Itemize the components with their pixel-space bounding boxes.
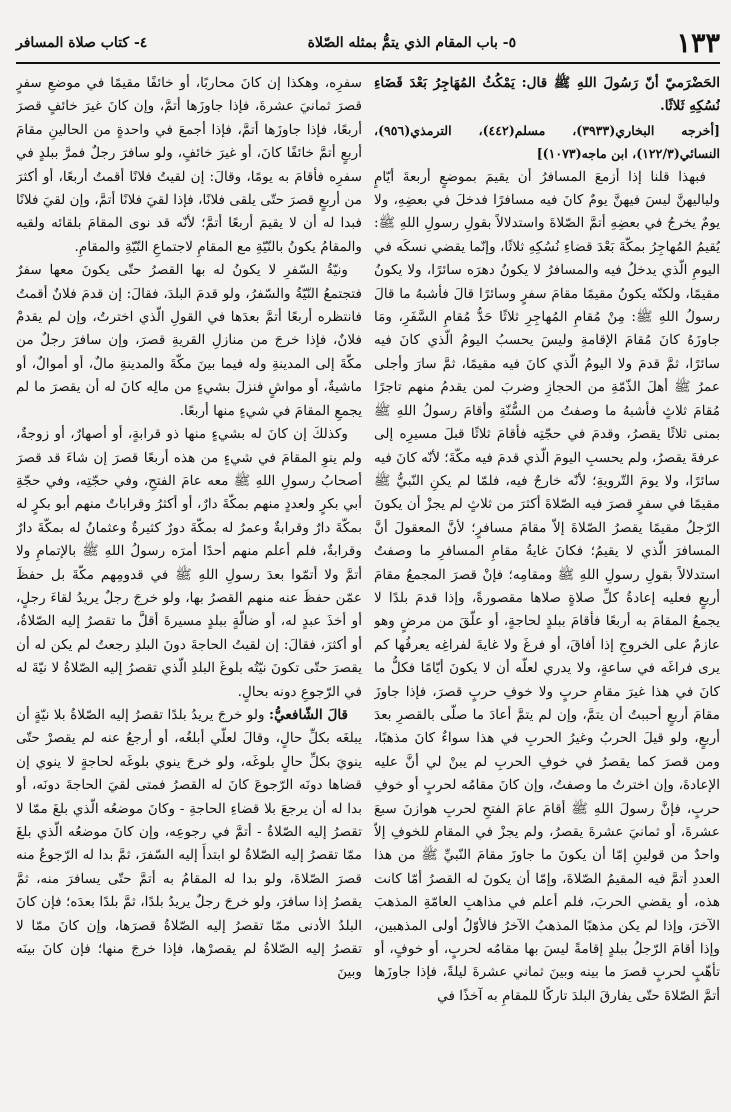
- right-column: [374, 72, 720, 1106]
- header-divider: [16, 62, 720, 64]
- column-gutter: [362, 72, 374, 1106]
- subsection-paragraph: [16, 704, 362, 985]
- left-column-paragraph: سفرِه، وهكذا إن كانَ محاربًا، أو خائفًا مقيمًا في موضعِ سفرٍ قصرَ ثمانيَ عشرةَ، فإذا جاوزَها أتمَّ، وإن كانَ غيرَ خائفٍ قصرَ أربعًا، فإذا جاوزَها أتمَّ، فإذا أجمعَ في واحدةٍ من الحالينِ مقامَ أربعٍ أتمَّ خائفًا كانَ، أو غيرَ خائفٍ، ولو سافرَ رجلٌ فمرَّ ببلدٍ في سفرِه فأقامَ به يومًا، وقالَ: إن لقيتُ فلانًا أقمتُ أربعًا، أو أكثرَ من أربعٍ قصرَ حتّى يلقى فلانًا، فإذا لقيَ فلانًا أتمَّ، وإن لقيَ فلانًا فبدا له أن لا يقيمَ أربعًا أتمَّ؛ لأنّه قد نوى المقامَ بلقائه ولقيه والمقامُ يكونُ بالنّيّةِ مع المقامِ لاجتماعِ النّيّةِ والمقامِ.: [16, 75, 362, 255]
- book-title: ٤- كتاب صلاة المسافر: [16, 35, 148, 51]
- subsection-label: قالَ الشّافعيُّ:: [269, 706, 348, 723]
- page-number: ١٣٣: [676, 27, 720, 59]
- left-column-paragraph: وكذلكَ إن كانَ له بشيءٍ منها ذو قرابةٍ، أو أصهارٌ، أو زوجةٌ، ولم ينوِ المقامَ في شيءٍ من هذه أربعًا قصرَ إن شاءَ قد قصرَ أصحابُ رسولِ اللهِ ﷺ معه عامَ الفتحِ، وفي حجّتِه، وفي حجّةِ أبي بكرٍ ولعددٍ منهم بمكّةَ دارٌ، أو أكثرُ وقراباتٌ منهم أبو بكرٍ له بمكّةَ دارٌ وقرابةٌ وعمرُ له بمكّةَ دورٌ كثيرةٌ وعثمانُ له بمكّةَ دارٌ وقرابةٌ، فلم أعلم منهم أحدًا أمرَه رسولُ اللهِ ﷺ بالإتمامِ ولا أتمَّ ولا أتمّوا بعدَ رسولِ اللهِ ﷺ في قدومِهم مكّةَ بل حفظَ عمّن حفظَ عنه منهم القصرُ بها، ولو خرجَ رجلٌ يريدُ لقاءَ رجلٍ، أو أخذَ عبدٍ له، أو ضالّةٍ ببلدٍ مسيرةَ أقلَّ ما تقصرُ إليه الصّلاةُ، أو أكثرَ، فقالَ: إن لقيتُ الحاجةَ دونَ البلدِ رجعتُ لم يكن له أن يقصرَ حتّى تكونَ نيّتُه بلوغَ البلدِ الّذي تقصرُ إليه الصّلاةُ لا نيّةَ له في الرّجوعِ دونه بحالٍ.: [16, 426, 362, 700]
- book-page: [16, 26, 720, 1106]
- chapter-title: ٥- باب المقام الذي يتمُّ بمثله الصّلاة: [307, 35, 517, 51]
- hadith-citation: [أخرجه البخاري(٣٩٣٣)، مسلم(٤٤٢)، الترمذي(٩٥٦)، النسائي(١٢٢/٣)، ابن ماجه(١٠٧٣)]: [374, 122, 720, 162]
- hadith-text: الحَضْرَميّ أنّ رَسُولَ اللهِ ﷺ قال: يَمْكُثُ المُهَاجِرُ بَعْدَ قَضَاءِ نُسُكِهِ ثَلاثًا.: [374, 75, 720, 115]
- left-column: [16, 72, 362, 1106]
- text-columns: [16, 72, 720, 1106]
- left-column-paragraph: ونيّةُ السّفرِ لا يكونُ له بها القصرُ حتّى يكونَ معها سفرٌ فتجتمعُ النّيّةُ والسّفرُ، ولو قدمَ البلدَ، فقالَ: إن قدمَ فلانٌ أقمتُ فانتظره أربعًا أتمَّ بعدَها في القولِ الّذي اخترتُ، وإن لم يقدمْ فلانٌ، فإذا خرجَ من منازلِ القريةِ قصرَ، وإن سافرَ رجلٌ من مكّةَ إلى المدينةِ وله فيما بينَ مكّةَ والمدينةِ مالٌ، أو أموالٌ، أو ماشيةٌ، أو مواشٍ فنزلَ بشيءٍ من مالِه كانَ له أن يقصرَ ما لم يجمعِ المقامَ في شيءٍ منها أربعًا.: [16, 262, 362, 419]
- right-column-paragraph: فبهذا قلنا إذا أزمعَ المسافرُ أن يقيمَ بموضعٍ أربعةَ أيّامٍ ولياليهنَّ ليسَ فيهنَّ يومٌ كانَ فيه مسافرًا فدخلَ في بعضِهِ، ولا يومٌ يخرجُ في بعضِهِ أتمَّ الصّلاةَ واستدلالاً بقولِ رسولِ اللهِ ﷺ: يُقيمُ المُهاجِرُ بمكّةَ بَعْدَ قضاءِ نُسُكِهِ ثلاثًا، وإنّما يقضي نسكَه في اليومِ الّذي يدخلُ فيه والمسافرُ لا يكونُ دهرَه سائرًا، ولا يكونُ مقيمًا، ولكنّه يكونُ مقيمًا مقامَ سفرٍ وسائرًا قالَ فأشبهُ ما قالَ رسولُ اللهِ ﷺ: مِنْ مُقامِ المُهاجِرِ ثلاثًا حَدُّ مُقامِ السَّفَرِ، ومَا جاوزَهُ كانَ مُقامَ الإقامةِ وليسَ يحسبُ اليومُ الّذي كانَ فيه سائرًا، ثمَّ قدمَ ولا اليومُ الّذي كانَ فيه مقيمًا، ثمَّ سارَ وأجلى عمرُ ﷺ أهلَ الذّمّةِ من الحجازِ وضربَ لمن يقدمُ منهم تاجرًا مُقامَ ثلاثٍ فأشبهُ ما وصفتُ من السُّنّةِ وأقامَ رسولُ اللهِ ﷺ بمنى ثلاثًا يقصرُ، وقدمَ في حجّتِه فأقامَ ثلاثًا قبلَ مسيرِه إلى عرفةَ يقصرُ، ولم يحسبِ اليومَ الّذي قدمَ فيه مكّةَ؛ لأنّه كانَ فيه سائرًا، ولا يومَ التّرويةِ؛ لأنّه خارجٌ فيه، فلمّا لم يكنِ النّبيُّ ﷺ مقيمًا في سفرٍ قصرَ فيه الصّلاةَ أكثرَ من ثلاثٍ لم يجزْ أن يكونَ الرّجلُ مقيمًا يقصرُ الصّلاةَ إلاّ مقامَ مسافرٍ؛ لأنَّ المعقولَ أنَّ المسافرَ الّذي لا يقيمُ؛ فكانَ غايةُ مقامِ المسافرِ ما وصفتُ استدلالاً بقولِ رسولِ اللهِ ﷺ ومقامِه؛ فإنْ قصرَ المجمعُ مقامَ أربعٍ فعليه إعادةُ كلِّ صلاةٍ صلاها مقصورةً، وإذا قدمَ بلدًا لا يجمعُ المقامَ به أربعًا فأقامَ ببلدٍ لحاجةٍ، أو علّقَ من مرضٍ وهو عازمٌ على الخروجِ إذا أفاقَ، أو فرغَ ولا غايةَ لفراغِه يعرفُها كم يرى فراغَه في ساعةٍ، ولا يدري لعلّه أن لا يكونَ أيّامًا فكلُّ ما كانَ في هذا غيرَ مقامِ حربٍ ولا خوفِ حربٍ قصرَ، فإذا جاوزَ مقامَ أربعٍ أحببتُ أن يتمَّ، وإن لم يتمَّ أعادَ ما صلّى بالقصرِ بعدَ أربعٍ، ولو قيلَ الحربُ وغيرُ الحربِ في هذا سواءٌ كانَ مذهبًا، ومن قصرَ كما يقصرُ في خوفِ الحربِ لم يبنْ لي أنَّ عليه الإعادةَ، وإن اخترتُ ما وصفتُ، وإن كانَ مقامُه لحربٍ أو خوفِ حربٍ، فإنَّ رسولَ اللهِ ﷺ أقامَ عامَ الفتحِ لحربِ هوازنَ سبعَ عشرةَ، أو ثمانيَ عشرةَ يقصرُ، ولم يجزْ في المقامِ للخوفِ إلاّ واحدٌ من قولينِ إمّا أن يكونَ ما جاوزَ مقامَ النّبيِّ ﷺ من هذا العددِ أتمَّ فيه المقيمُ الصّلاةَ، وإمّا أن يكونَ له القصرُ أمّا كانت هذه، أو يقضي الحربَ، فلم أعلم في مذاهبِ العامّةِ المذهبَ الآخرَ، وإذا لم يكن مذهبًا المذهبُ الآخرُ فالأوّلُ أولى المذهبين، وإذا أقامَ الرّجلُ ببلدٍ إقامةً ليسَ بها مقامُه لحربٍ، أو خوفٍ، أو تأهّبٍ لحربٍ قصرَ ما بينه وبينَ ثماني عشرةَ ليلةً، فإذا جاوزَها أتمَّ الصّلاةَ حتّى يفارقَ البلدَ تاركًا للمقامِ به آخذًا في: [374, 168, 720, 1004]
- page-header: [16, 26, 720, 60]
- subsection-text: ولو خرجَ يريدُ بلدًا تقصرُ إليه الصّلاةُ بلا نيّةٍ أن يبلغَه بكلِّ حالٍ، وقالَ لعلّي أبلغُه، أو أرجعُ عنه لم يقصرْ حتّى ينويَ بكلِّ حالٍ بلوغَه، ولو خرجَ ينوي بلوغَه لحاجةٍ لا ينوي إن قضاها دونَه الرّجوعَ كانَ له القصرُ فمتى لقيَ الحاجةَ دونَه، أو بدا له أن يرجعَ بلا قضاءِ الحاجةِ - وكانَ موضعُه الّذي بلغَ ممّا لا تقصرُ إليه الصّلاةُ - أتمَّ في رجوعِه، وإن كانَ موضعُه الّذي بلغَ ممّا تقصرُ إليه الصّلاةُ لو ابتدأَ إليه السّفرَ، ثمَّ بدا له الرّجوعُ منه قصرَ الصّلاةَ، ولو بدا له المقامُ به أتمَّ حتّى يسافرَ منه، ثمَّ يقصرُ إذا سافرَ، ولو خرجَ رجلٌ يريدُ بلدًا، ثمَّ بلدًا بعدَه؛ فإن كانَ البلدُ الأدنى ممّا تقصرُ إليه الصّلاةُ قصرَها، وإن كانَ ممّا لا تقصرُ إليه الصّلاةُ لم يقصرْها، فإذا خرجَ منها؛ فإن كانَ بينَه وبينَ: [16, 706, 362, 981]
